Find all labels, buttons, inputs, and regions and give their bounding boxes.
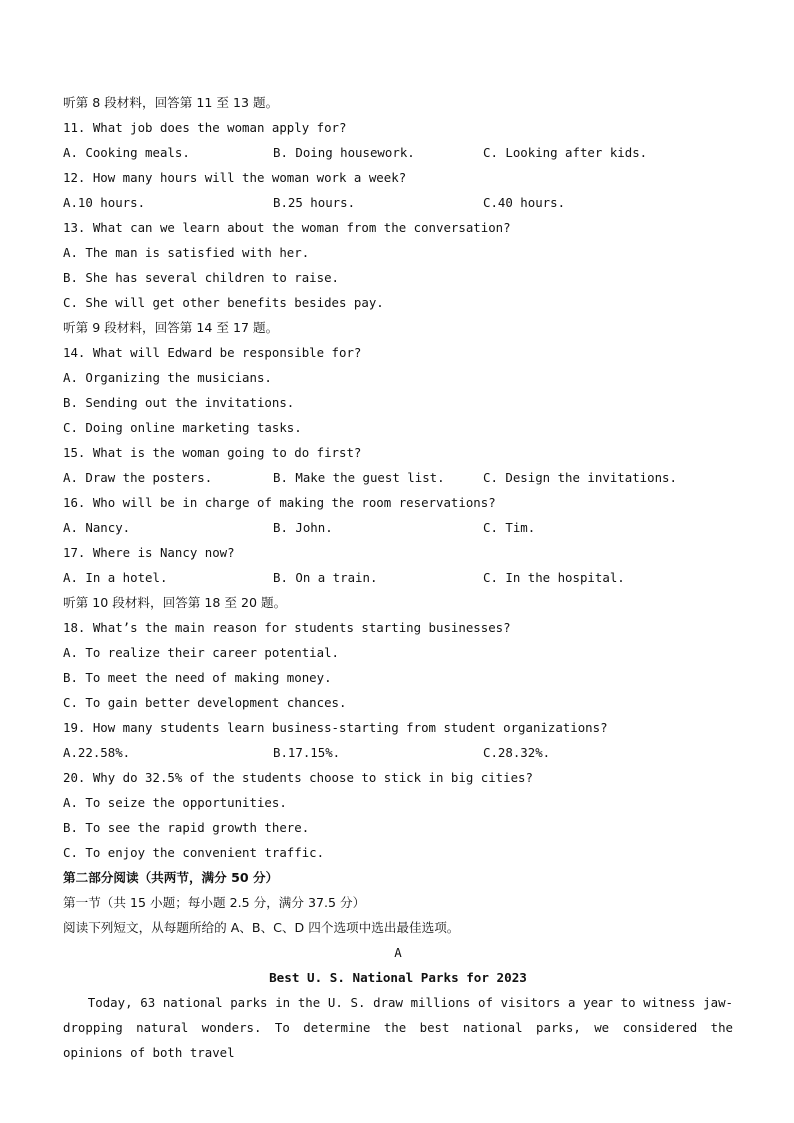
part2-heading: 第二部分阅读（共两节，满分 50 分） xyxy=(63,870,279,885)
option-c: C.28.32%. xyxy=(483,745,551,760)
option-b: B.17.15%. xyxy=(273,745,341,760)
question-line: C. Doing online marketing tasks. xyxy=(63,420,302,435)
option-row xyxy=(63,465,733,490)
question-line: C. To gain better development chances. xyxy=(63,695,347,710)
option-row xyxy=(63,740,733,765)
question-line: A. The man is satisfied with her. xyxy=(63,245,310,260)
question-line: C. To enjoy the convenient traffic. xyxy=(63,845,325,860)
option-a: A. Nancy. xyxy=(63,520,131,535)
reading-instruction: 阅读下列短文，从每题所给的 A、B、C、D 四个选项中选出最佳选项。 xyxy=(63,920,460,935)
question-line: 15. What is the woman going to do first? xyxy=(63,445,362,460)
question-line: A. Organizing the musicians. xyxy=(63,370,272,385)
section-instruction: 听第 10 段材料，回答第 18 至 20 题。 xyxy=(63,595,287,610)
option-b: B.25 hours. xyxy=(273,195,356,210)
question-line: 12. How many hours will the woman work a week? xyxy=(63,170,407,185)
option-a: A. Draw the posters. xyxy=(63,470,213,485)
option-a: A. In a hotel. xyxy=(63,570,168,585)
listening-sections xyxy=(63,90,733,865)
option-row xyxy=(63,515,733,540)
question-line: A. To seize the opportunities. xyxy=(63,795,287,810)
option-c: C. Design the invitations. xyxy=(483,470,677,485)
option-c: C.40 hours. xyxy=(483,195,566,210)
question-line: A. To realize their career potential. xyxy=(63,645,340,660)
option-b: B. On a train. xyxy=(273,570,378,585)
option-row xyxy=(63,190,733,215)
question-line: 14. What will Edward be responsible for? xyxy=(63,345,362,360)
section1-heading: 第一节（共 15 小题；每小题 2.5 分，满分 37.5 分） xyxy=(63,895,366,910)
question-line: B. To meet the need of making money. xyxy=(63,670,332,685)
passage-label: A xyxy=(394,945,402,960)
question-line: B. To see the rapid growth there. xyxy=(63,820,310,835)
question-line: 17. Where is Nancy now? xyxy=(63,545,235,560)
option-a: A.10 hours. xyxy=(63,195,146,210)
question-line: 18. What’s the main reason for students starting businesses? xyxy=(63,620,511,635)
option-a: A. Cooking meals. xyxy=(63,145,190,160)
section-instruction: 听第 9 段材料，回答第 14 至 17 题。 xyxy=(63,320,279,335)
option-row xyxy=(63,565,733,590)
option-b: B. John. xyxy=(273,520,333,535)
option-b: B. Make the guest list. xyxy=(273,470,445,485)
question-line: 19. How many students learn business-starting from student organizations? xyxy=(63,720,608,735)
section-instruction: 听第 8 段材料，回答第 11 至 13 题。 xyxy=(63,95,279,110)
question-line: C. She will get other benefits besides pay. xyxy=(63,295,384,310)
question-line: 13. What can we learn about the woman from the conversation? xyxy=(63,220,511,235)
question-line: 16. Who will be in charge of making the room reservations? xyxy=(63,495,496,510)
question-line: B. She has several children to raise. xyxy=(63,270,340,285)
option-c: C. In the hospital. xyxy=(483,570,625,585)
option-row xyxy=(63,140,733,165)
passage-paragraph: Today, 63 national parks in the U. S. draw millions of visitors a year to witness jaw-dropping natural wonders. To determine the best national parks, we considered the opinions of both travel xyxy=(63,995,733,1060)
passage-title: Best U. S. National Parks for 2023 xyxy=(269,970,527,985)
question-line: 20. Why do 32.5% of the students choose to stick in big cities? xyxy=(63,770,533,785)
question-line: B. Sending out the invitations. xyxy=(63,395,295,410)
option-c: C. Looking after kids. xyxy=(483,145,648,160)
option-a: A.22.58%. xyxy=(63,745,131,760)
option-c: C. Tim. xyxy=(483,520,536,535)
document-page xyxy=(63,90,733,1065)
option-b: B. Doing housework. xyxy=(273,145,415,160)
question-line: 11. What job does the woman apply for? xyxy=(63,120,347,135)
